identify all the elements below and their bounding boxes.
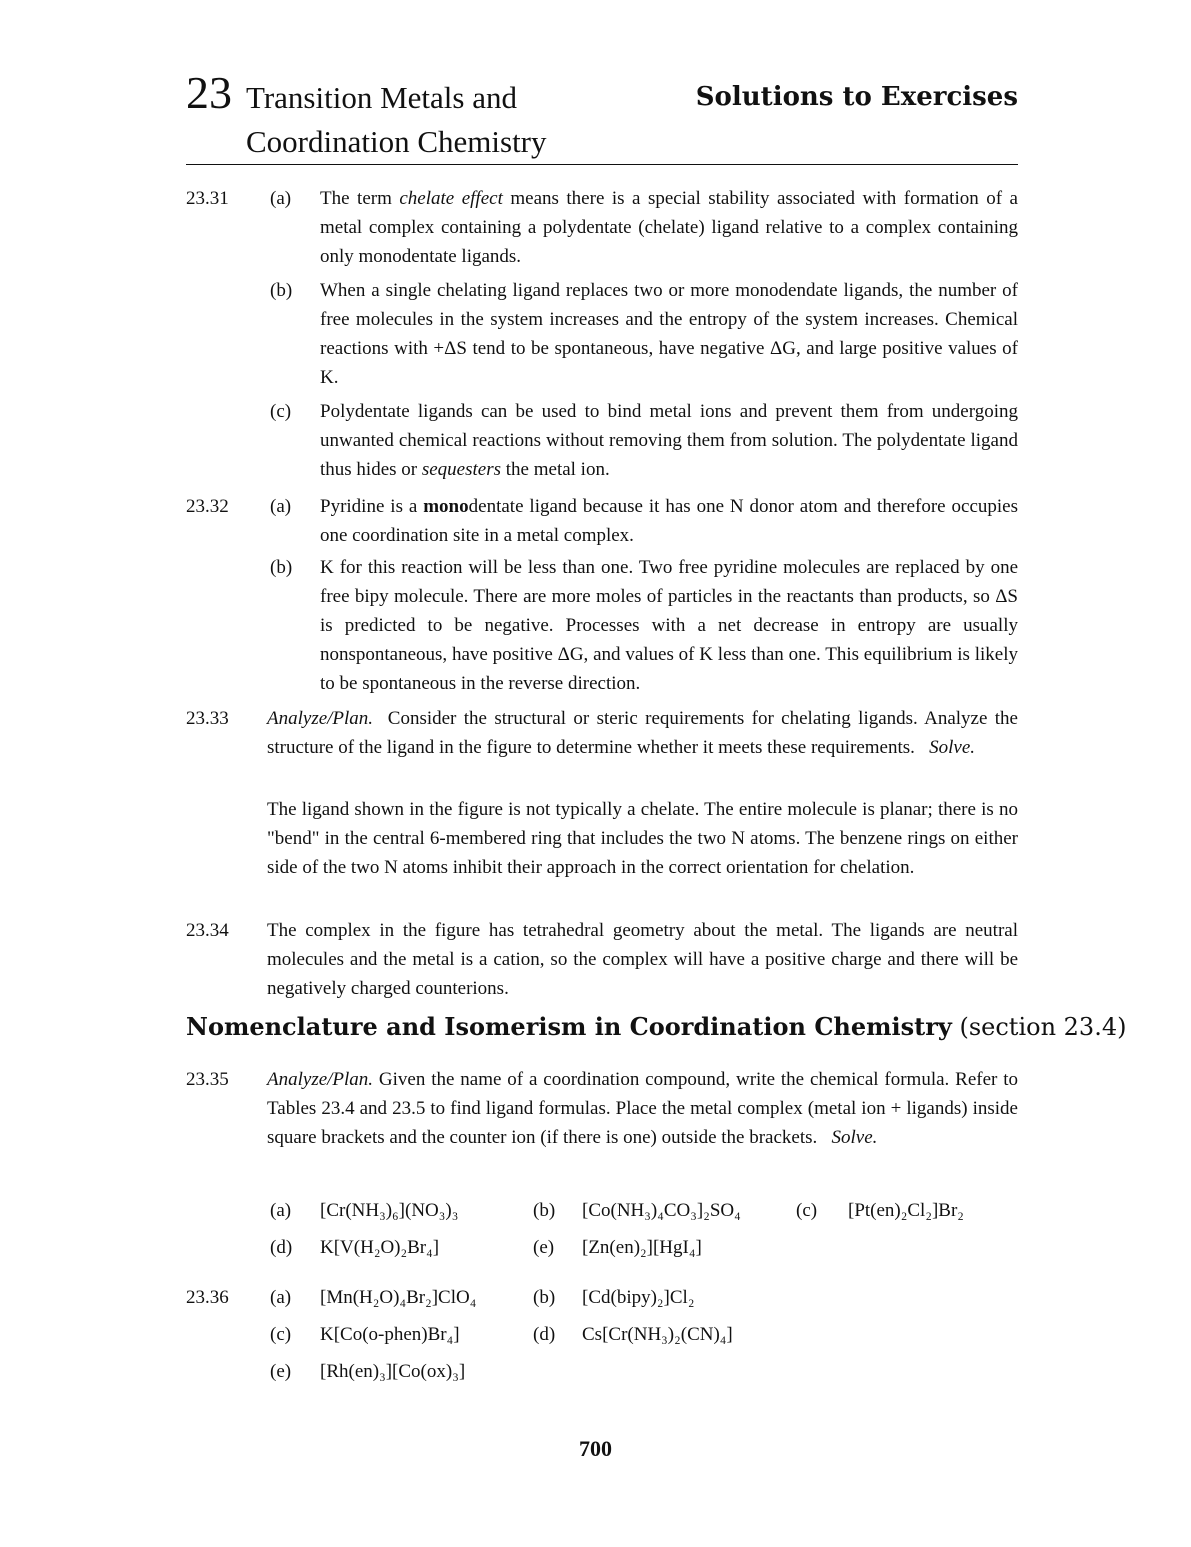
answer-text [320, 492, 1018, 550]
text: dentate ligand because it has one N donor atom and therefore occupies one coordination site in a metal complex. [320, 496, 1018, 546]
answer-text [320, 184, 1018, 271]
solve: Solve. [831, 1127, 878, 1148]
text: Given the name of a coordination compound, write the chemical formula. Refer to Tables 23.4 and 23.5 to find ligand formulas. Place the metal complex (metal ion + ligands) inside square brackets and the counter ion (if there is one) outside the brackets. [267, 1069, 1023, 1148]
formula: [Cd(bipy)₂]Cl₂ [582, 1287, 695, 1308]
part-label: (d) [533, 1324, 556, 1345]
solve: Solve. [929, 737, 976, 758]
text: the metal ion. [501, 459, 610, 480]
exercise-number: 23.33 [186, 708, 229, 729]
part-label: (a) [270, 1287, 292, 1308]
part-label: (a) [270, 188, 292, 209]
formula: Cs[Cr(NH₃)₂(CN)₄] [582, 1324, 733, 1345]
formula: [Co(NH₃)₄CO₃]₂SO₄ [582, 1200, 741, 1221]
answer-text [267, 1065, 1023, 1152]
formula: [Mn(H₂O)₄Br₂]ClO₄ [320, 1287, 477, 1308]
header-rule [186, 164, 1018, 165]
exercise-number: 23.32 [186, 496, 229, 517]
part-label: (b) [533, 1200, 556, 1221]
formula: K[V(H₂O)₂Br₄] [320, 1237, 440, 1258]
term: chelate effect [399, 188, 503, 209]
emphasis: mono [423, 496, 469, 517]
section-ref: (section 23.4) [951, 1013, 1127, 1041]
formula: [Rh(en)₃][Co(ox)₃] [320, 1361, 466, 1382]
exercise-number: 23.35 [186, 1069, 229, 1090]
chapter-title-line1: Transition Metals and [246, 80, 517, 115]
part-label: (c) [270, 1324, 292, 1345]
text: Consider the structural or steric requirements for chelating ligands. Analyze the structure of the ligand in the figure to determine whether it meets these requirements. [267, 708, 1023, 758]
part-label: (b) [270, 280, 293, 301]
part-label: (a) [270, 1200, 292, 1221]
part-label: (d) [270, 1237, 293, 1258]
part-label: (a) [270, 496, 292, 517]
section-heading [186, 1012, 1126, 1041]
answer-text: The ligand shown in the figure is not typically a chelate. The entire molecule is planar; there is no "bend" in the central 6-membered ring that includes the two N atoms. The benzene rings on either side of the two N atoms inhibit their approach in the correct orientation for chelation. [267, 799, 1018, 878]
exercise-number: 23.31 [186, 188, 229, 209]
exercise-number: 23.36 [186, 1287, 229, 1308]
part-label: (e) [533, 1237, 555, 1258]
answer-text: When a single chelating ligand replaces two or more monodendate ligands, the number of free molecules in the system increases and the entropy of the system increases. Chemical reactions with +ΔS tend to be spontaneous, have negative ΔG, and large positive values of K. [320, 280, 1018, 388]
text: Polydentate ligands can be used to bind metal ions and prevent them from undergoing unwanted chemical reactions without removing them from solution. The polydentate ligand thus hides or [320, 401, 1018, 480]
text: means there is a special stability associated with formation of a metal complex containing a polydentate (chelate) ligand relative to a complex containing only monodentate ligands. [320, 188, 1018, 267]
answer-text: K for this reaction will be less than one. Two free pyridine molecules are replaced by one free bipy molecule. There are more moles of particles in the reactants than products, so ΔS is predicted to be negative. Processes with a net decrease in entropy are usually nonspontaneous, have positive ΔG, and values of K less than one. This equilibrium is likely to be spontaneous in the reverse direction. [320, 557, 1018, 694]
part-label: (b) [533, 1287, 556, 1308]
formula: [Pt(en)₂Cl₂]Br₂ [848, 1200, 964, 1221]
formula: [Zn(en)₂][HgI₄] [582, 1237, 702, 1258]
analyze-plan: Analyze/Plan. [267, 708, 374, 729]
analyze-plan: Analyze/Plan. [267, 1069, 374, 1090]
part-label: (c) [796, 1200, 818, 1221]
text: The term [320, 188, 400, 209]
part-label: (e) [270, 1361, 292, 1382]
text: Pyridine is a [320, 496, 424, 517]
chapter-number: 23 [186, 67, 232, 118]
answer-text [320, 397, 1018, 484]
running-header: Solutions to Exercises [695, 82, 1018, 112]
formula: [Cr(NH₃)₆](NO₃)₃ [320, 1200, 459, 1221]
section-title: Nomenclature and Isomerism in Coordination Chemistry [186, 1012, 952, 1041]
answer-text: The complex in the figure has tetrahedral geometry about the metal. The ligands are neutral molecules and the metal is a cation, so the complex will have a positive charge and there will be negatively charged counterions. [267, 920, 1018, 999]
part-label: (b) [270, 557, 293, 578]
answer-text [267, 704, 1023, 762]
part-label: (c) [270, 401, 292, 422]
chapter-title-line2: Coordination Chemistry [246, 124, 547, 159]
exercise-number: 23.34 [186, 920, 229, 941]
term: sequesters [421, 459, 502, 480]
formula: K[Co(o-phen)Br₄] [320, 1324, 460, 1345]
page-number: 700 [579, 1436, 612, 1461]
